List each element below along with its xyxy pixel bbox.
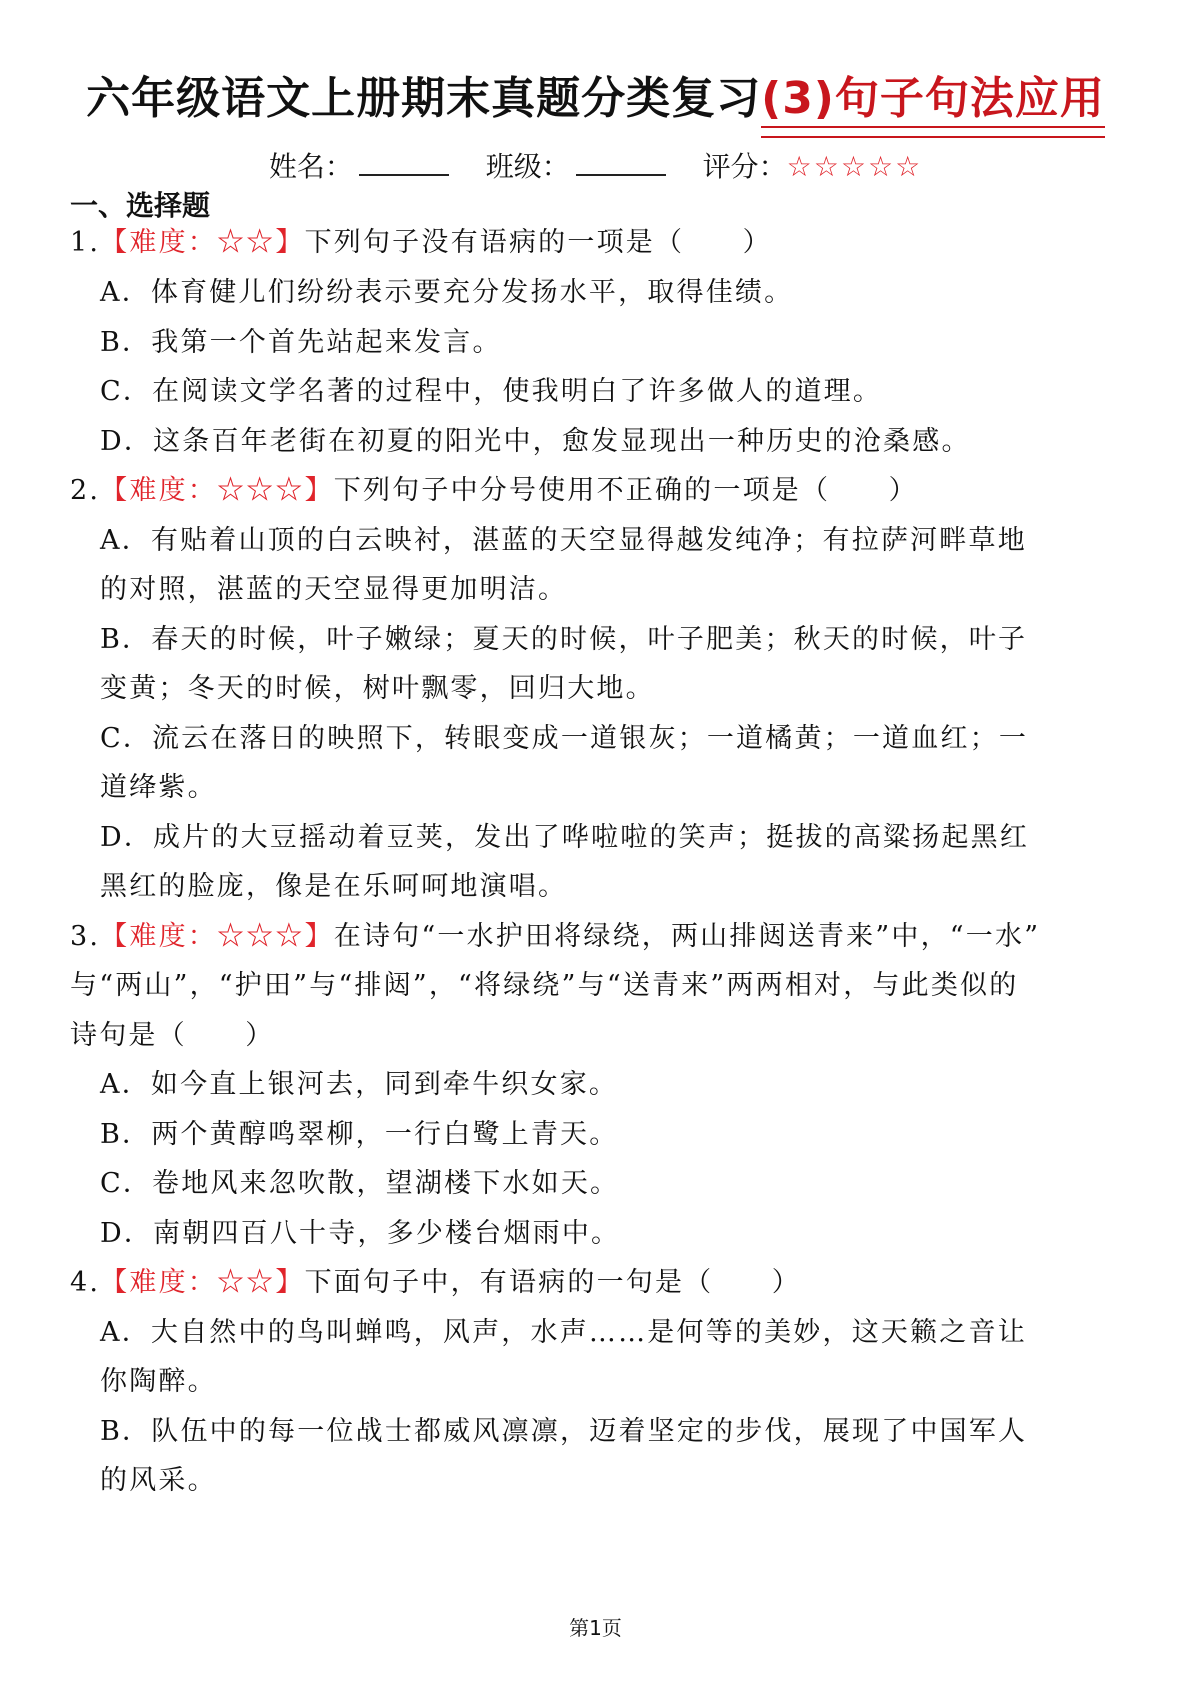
class-blank — [576, 152, 666, 176]
q3-option-a: A．如今直上银河去，同到牵牛织女家。 — [100, 1069, 619, 1100]
q1-option-b: B．我第一个首先站起来发言。 — [100, 327, 502, 358]
q2-option-a-cont: 的对照，湛蓝的天空显得更加明洁。 — [100, 574, 568, 605]
question-3-cont: 诗句是（ ） — [70, 1020, 275, 1051]
score-label: 评分： — [702, 150, 787, 183]
question-3-cont: 与“两山”，“护田”与“排闼”，“将绿绕”与“送青来”两两相对，与此类似的 — [70, 970, 1019, 1001]
q4-option-a: A．大自然中的鸟叫蝉鸣，风声，水声……是何等的美妙，这天籁之音让 — [100, 1317, 1027, 1348]
student-info — [0, 145, 1191, 185]
class-label: 班级： — [485, 150, 570, 183]
question-2: 2.【难度：☆☆☆】下列句子中分号使用不正确的一项是（ ） — [70, 475, 918, 506]
q3-option-d: D．南朝四百八十寺，多少楼台烟雨中。 — [100, 1218, 621, 1249]
question-3: 3.【难度：☆☆☆】在诗句“一水护田将绿绕，两山排闼送青来”中，“一水” — [70, 921, 1041, 952]
title-main: 六年级语文上册期末真题分类复习 — [86, 73, 762, 124]
difficulty-badge: 【难度：☆☆】 — [100, 1267, 305, 1298]
q4-option-a-cont: 你陶醉。 — [100, 1366, 217, 1397]
q1-option-a: A．体育健儿们纷纷表示要充分发扬水平，取得佳绩。 — [100, 277, 794, 308]
question-4: 4.【难度：☆☆】下面句子中，有语病的一句是（ ） — [70, 1267, 801, 1298]
q4-option-b: B．队伍中的每一位战士都威风凛凛，迈着坚定的步伐，展现了中国军人 — [100, 1416, 1028, 1447]
q3-option-c: C．卷地风来忽吹散，望湖楼下水如天。 — [100, 1168, 620, 1199]
q4-option-b-cont: 的风采。 — [100, 1465, 217, 1496]
difficulty-badge: 【难度：☆☆】 — [100, 227, 305, 258]
q1-option-c: C．在阅读文学名著的过程中，使我明白了许多做人的道理。 — [100, 376, 883, 407]
difficulty-badge: 【难度：☆☆☆】 — [100, 921, 334, 952]
title-accent: (3)句子句法应用 — [761, 73, 1105, 124]
title-double-underline — [761, 126, 1105, 138]
score-stars-icon: ☆☆☆☆☆ — [786, 150, 923, 183]
document-title — [0, 62, 1191, 126]
q2-option-b-cont: 变黄；冬天的时候，树叶飘零，回归大地。 — [100, 673, 655, 704]
q2-option-a: A．有贴着山顶的白云映衬，湛蓝的天空显得越发纯净；有拉萨河畔草地 — [100, 525, 1027, 556]
q1-option-d: D．这条百年老街在初夏的阳光中，愈发显现出一种历史的沧桑感。 — [100, 426, 971, 457]
name-blank — [359, 152, 449, 176]
q2-option-d-cont: 黑红的脸庞，像是在乐呵呵地演唱。 — [100, 871, 568, 902]
page-number: 第1页 — [569, 1616, 622, 1640]
difficulty-badge: 【难度：☆☆☆】 — [100, 475, 334, 506]
question-1: 1.【难度：☆☆】下列句子没有语病的一项是（ ） — [70, 227, 772, 258]
q2-option-b: B．春天的时候，叶子嫩绿；夏天的时候，叶子肥美；秋天的时候，叶子 — [100, 624, 1028, 655]
q3-option-b: B．两个黄醇鸣翠柳，一行白鹭上青天。 — [100, 1119, 619, 1150]
section-heading: 一、选择题 — [70, 189, 211, 222]
name-label: 姓名： — [268, 150, 353, 183]
q2-option-c: C．流云在落日的映照下，转眼变成一道银灰；一道橘黄；一道血红；一 — [100, 723, 1029, 754]
q2-option-d: D．成片的大豆摇动着豆荚，发出了哗啦啦的笑声；挺拔的高粱扬起黑红 — [100, 822, 1030, 853]
q2-option-c-cont: 道绛紫。 — [100, 772, 217, 803]
